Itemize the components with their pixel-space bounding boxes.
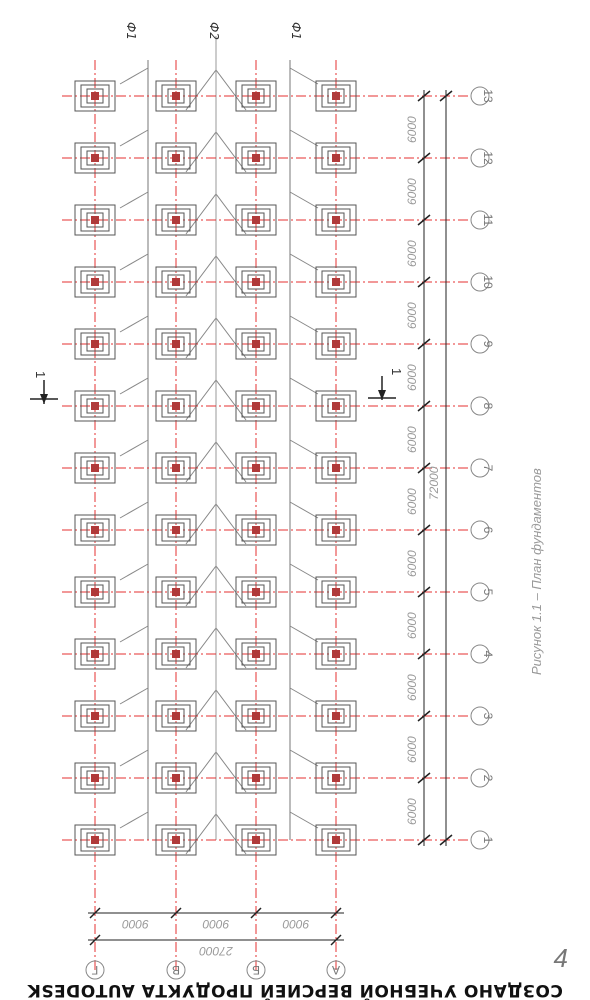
tie-beam-line [120,750,148,766]
column [332,774,340,782]
tie-beam-line [120,316,148,332]
column-spacing-label: 6000 [405,364,419,391]
column [172,340,180,348]
column [332,216,340,224]
column [172,216,180,224]
tie-beam-line [120,626,148,642]
column [172,526,180,534]
page-number: 4 [553,943,568,973]
tie-beam-line [120,812,148,828]
tie-beam-line [290,502,318,518]
tie-beam-line [290,750,318,766]
column-total-label: 72000 [427,466,441,500]
column-spacing-label: 6000 [405,178,419,205]
column-axis-number: 13 [481,89,495,103]
column-spacing-label: 6000 [405,736,419,763]
column [252,464,260,472]
column-axis-number: 11 [481,213,495,227]
tie-beam-line [290,68,318,84]
column [172,650,180,658]
column [252,340,260,348]
column [332,340,340,348]
column-axis-number: 5 [481,588,495,596]
row-axis-letter: А [331,963,341,977]
column [172,588,180,596]
column [91,402,99,410]
tie-beam-line [120,688,148,704]
foundation-mark-f1-left: Ф1 [124,22,138,40]
column [172,278,180,286]
column [91,712,99,720]
section-mark-right [368,368,404,400]
column [252,650,260,658]
column [252,92,260,100]
column-spacing-label: 6000 [405,116,419,143]
tie-beam-line [120,502,148,518]
tie-beam-line [120,564,148,580]
column-axis-number: 8 [481,402,495,410]
tie-beam-line [120,378,148,394]
column [252,278,260,286]
row-axis-letter: В [171,963,181,977]
tie-beam-line [290,440,318,456]
tie-beam-line [290,254,318,270]
row-axis-letter: Б [252,963,260,977]
tie-beam-line [120,440,148,456]
tie-beam-line [290,688,318,704]
column [332,526,340,534]
column-axis-number: 10 [481,275,495,289]
column-axis-number: 1 [481,836,495,844]
column [252,774,260,782]
foundation-mark-f1-right: Ф1 [289,22,303,40]
column-spacing-label: 6000 [405,674,419,701]
column [332,650,340,658]
column [332,278,340,286]
column-spacing-label: 6000 [405,302,419,329]
column [332,154,340,162]
foundation-mark-f2: Ф2 [207,22,221,40]
tie-beam-line [290,378,318,394]
column-spacing-label: 6000 [405,612,419,639]
tie-beam-line [290,812,318,828]
column [172,402,180,410]
column [252,712,260,720]
column [172,464,180,472]
column-spacing-label: 6000 [405,240,419,267]
tie-beam-line [120,254,148,270]
column [172,92,180,100]
column [91,650,99,658]
tie-beam-line [290,130,318,146]
column-axis-number: 7 [481,464,495,472]
column [332,712,340,720]
tie-beam-line [120,192,148,208]
column [252,154,260,162]
section-mark-right-label: 1 [389,368,404,376]
section-mark-left [30,371,58,404]
column [91,774,99,782]
column [91,526,99,534]
column [91,216,99,224]
column-spacing-label: 6000 [405,488,419,515]
strip-foundations [120,36,318,854]
column [91,588,99,596]
column [252,216,260,224]
tie-beam-line [290,316,318,332]
column-axis-number: 4 [481,650,495,658]
column-axis-number: 6 [481,526,495,534]
column [332,588,340,596]
tie-beam-line [290,564,318,580]
column [91,464,99,472]
column-axis-number: 9 [481,340,495,348]
column-axis-number: 2 [481,774,495,782]
column-axis-number: 3 [481,712,495,720]
column [172,774,180,782]
column [332,836,340,844]
tie-beam-line [290,192,318,208]
row-spacing-label: 9000 [202,917,230,931]
column [91,278,99,286]
tie-beam-line [120,68,148,84]
tie-beam-line [120,130,148,146]
column [91,154,99,162]
column [91,836,99,844]
column-spacing-label: 6000 [405,426,419,453]
column [172,712,180,720]
column [332,92,340,100]
column [252,588,260,596]
column-axis-number: 12 [481,151,495,165]
column [252,836,260,844]
column [332,402,340,410]
column-spacing-label: 6000 [405,550,419,577]
autodesk-watermark: СОЗДАНО УЧЕБНОЙ ВЕРСИЕЙ ПРОДУКТА AUTODESK [27,980,563,1000]
column-spacing-label: 6000 [405,798,419,825]
column [332,464,340,472]
column [252,526,260,534]
column [91,340,99,348]
section-mark-left-label: 1 [33,371,48,379]
figure-caption: Рисунок 1.1 – План фундаментов [529,468,544,675]
column [252,402,260,410]
row-spacing-label: 9000 [282,917,310,931]
row-spacing-label: 9000 [122,917,149,931]
column [172,836,180,844]
column [172,154,180,162]
column [91,92,99,100]
row-total-label: 27000 [199,944,233,958]
tie-beam-line [290,626,318,642]
row-axis-letter: Г [91,963,99,977]
